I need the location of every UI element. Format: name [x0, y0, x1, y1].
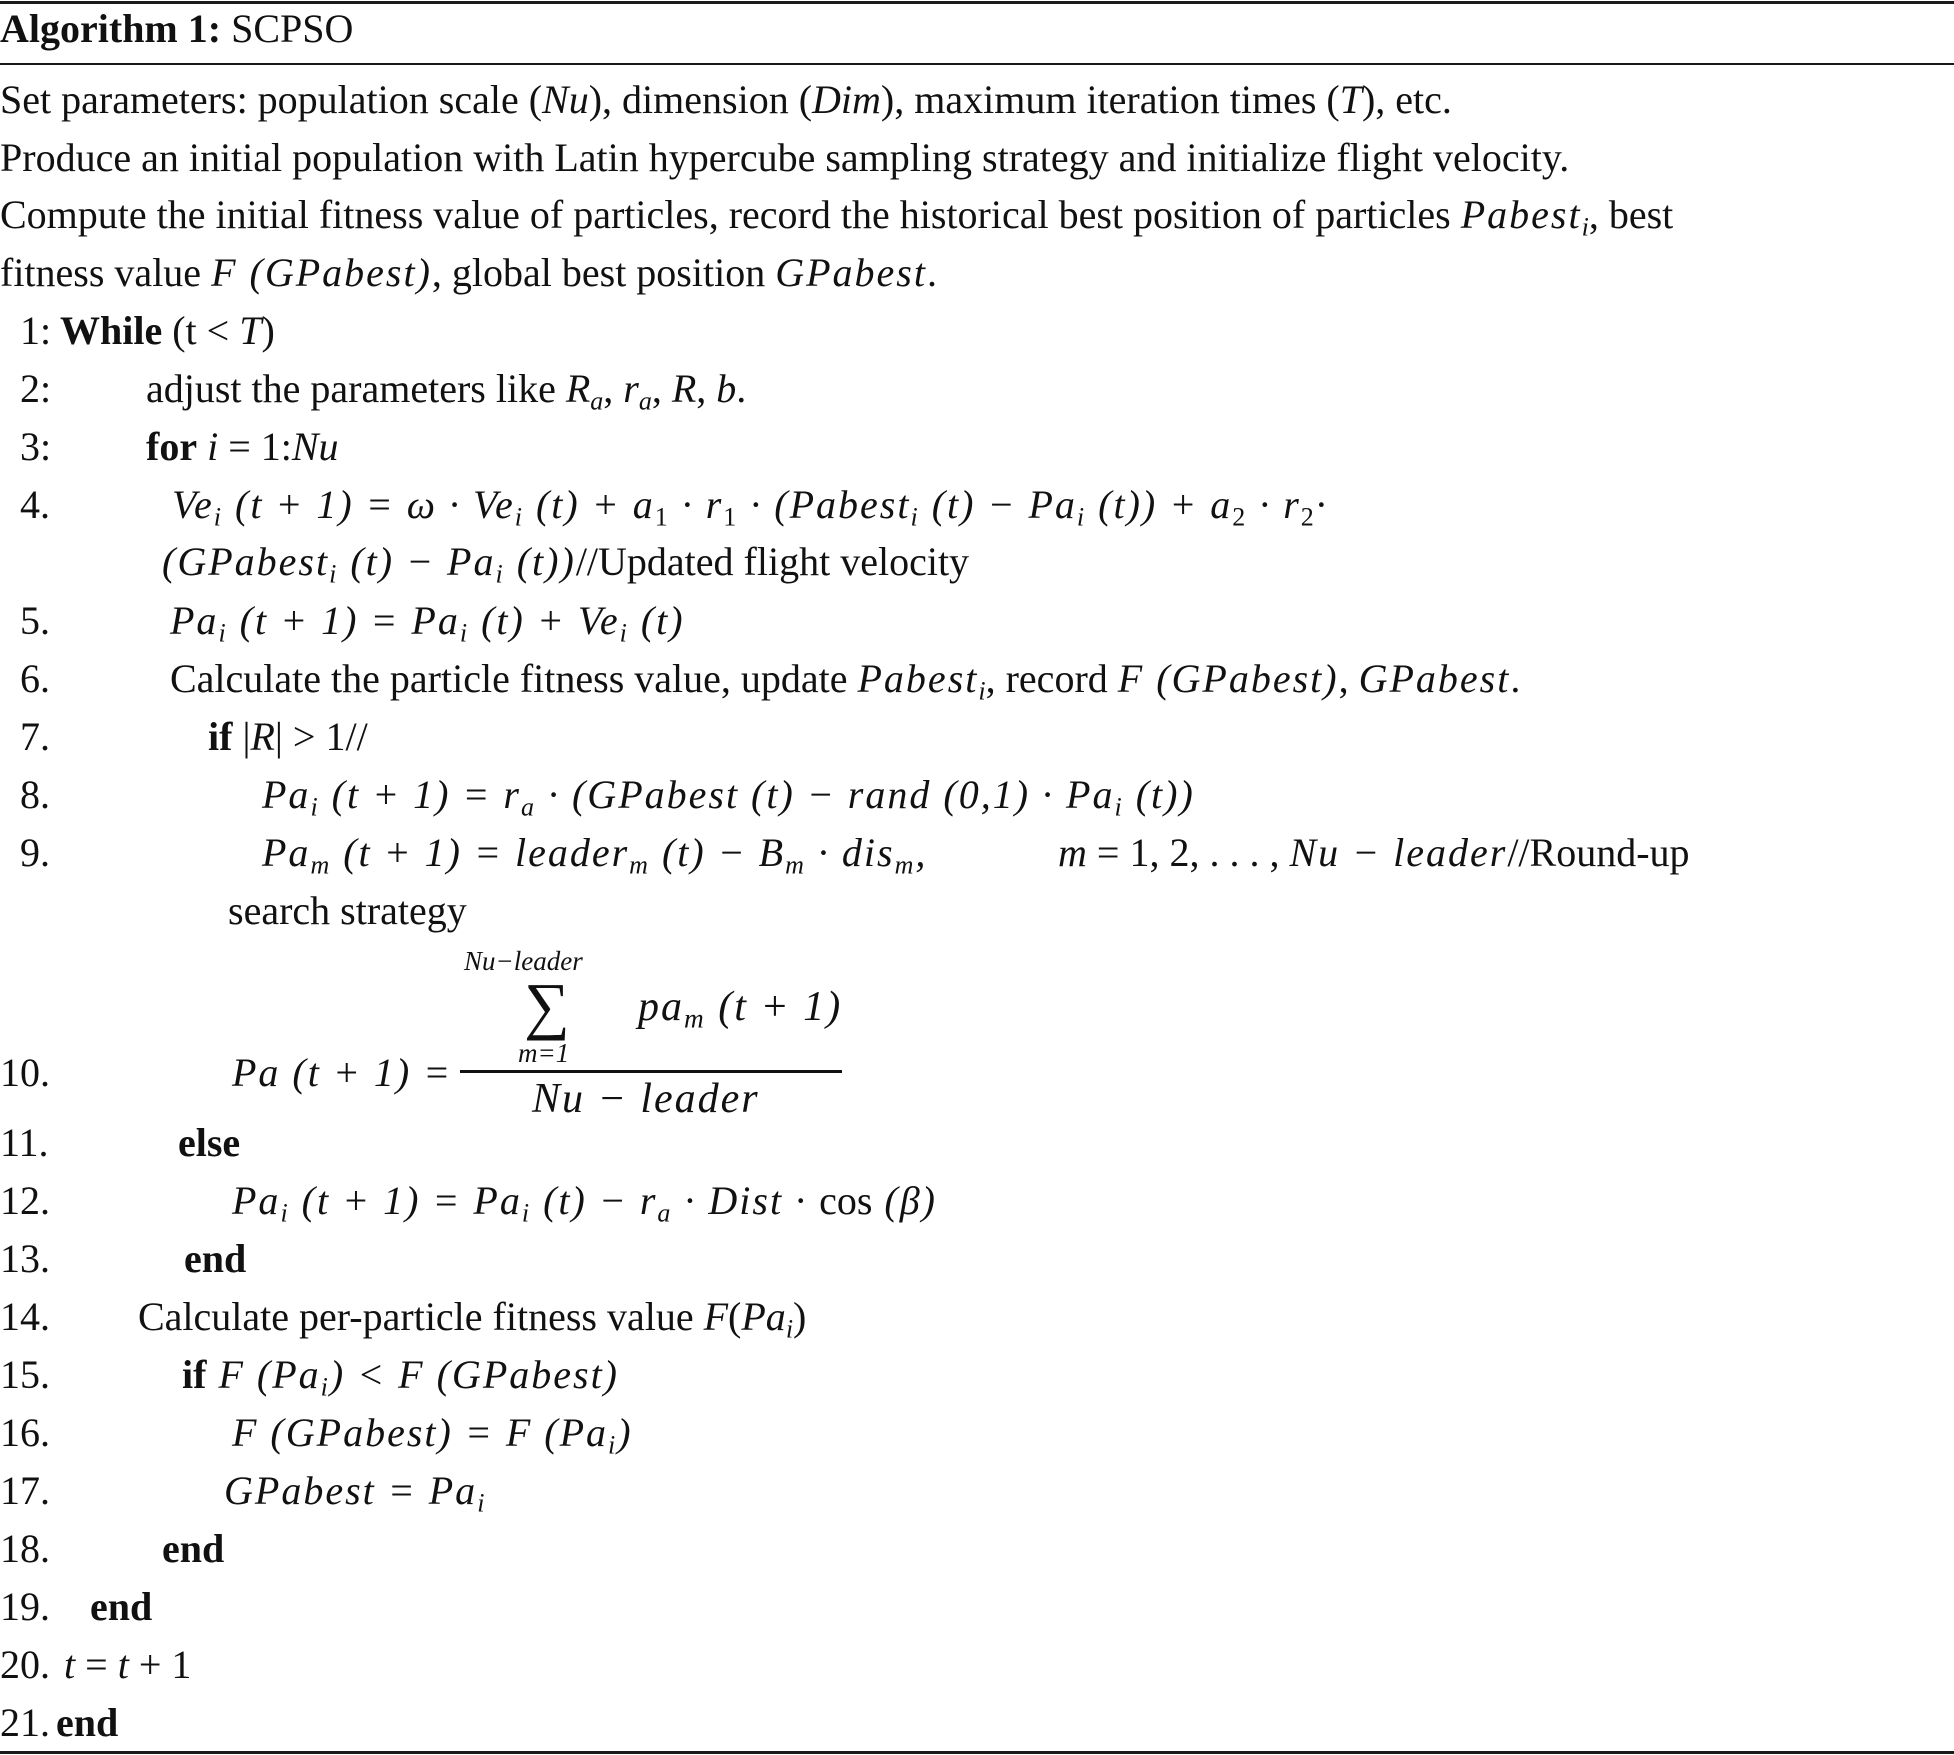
step-number: 16. [0, 1410, 50, 1455]
step-number: 19. [0, 1584, 50, 1629]
step-number: 11. [0, 1120, 49, 1165]
step-3: 3: for i = 1:Nu [0, 422, 1954, 472]
step-12: 12. $Pa_i$ $(t + 1) = Pa_i$ $(t) - r_a$ · Dist · cos (β) [0, 1178, 937, 1228]
step-20: 20. t = t + 1 [0, 1640, 1954, 1690]
step-14: 14. Calculate per-particle fitness value $F(Pa_i)$ [0, 1294, 807, 1344]
step-number: 10. [0, 1050, 50, 1095]
step-7: 7. if |R| > 1// [0, 712, 1954, 762]
step-number: 7. [20, 714, 50, 759]
step-number: 14. [0, 1294, 50, 1339]
step-number: 1: [20, 308, 52, 353]
step-9-continued: search strategy [228, 888, 467, 933]
step-17: 17. GPabest = $Pa_i$ [0, 1468, 487, 1518]
step-5: 5. $Pa_i$ $(t + 1) = Pa_i$ $(t) + Ve_i$ (t) [20, 598, 685, 648]
step-number: 18. [0, 1526, 50, 1571]
step-number: 2: [20, 366, 52, 411]
sigma-symbol: ∑ [524, 970, 570, 1041]
intro-line-1: Set parameters: population scale (Nu), dimension (Dim), maximum iteration times (T), etc. [0, 77, 1452, 122]
step-number: 17. [0, 1468, 50, 1513]
fraction-numerator: $pa_m$ (t + 1) [638, 984, 843, 1034]
step-number: 20. [0, 1642, 50, 1687]
step-6: 6. Calculate the particle fitness value, update Pabest$_i$, record F (GPabest), GPabest. [20, 656, 1521, 706]
header-rule [0, 63, 1954, 65]
step-number: 4. [20, 482, 50, 527]
bottom-rule [0, 1751, 1954, 1754]
algorithm-name: SCPSO [231, 6, 354, 51]
sum-lower-limit: m=1 [518, 1038, 570, 1068]
intro-line-4: fitness value F (GPabest), global best position GPabest. [0, 250, 937, 295]
step-9: 9. $Pa_m$ (t + 1) = leader$_m$ $(t) - B_m \cdot dis_m$, m = 1, 2, . . . , Nu − leader//Round-up [20, 830, 1690, 880]
step-11: 11. else [0, 1118, 1954, 1168]
step-4-continued: (GPabest$_i$ $(t) - Pa_i$ (t))//Updated flight velocity [162, 539, 970, 589]
step-number: 15. [0, 1352, 50, 1397]
step-number: 12. [0, 1178, 50, 1223]
step-10: 10. Pa (t + 1) = [0, 1048, 1954, 1098]
intro-line-3: Compute the initial fitness value of particles, record the historical best position of particles Pabest$_i$, best [0, 192, 1674, 242]
step-13: 13. end [0, 1234, 1954, 1284]
sum-fraction [460, 946, 842, 1128]
step-2: 2: adjust the parameters like $R_a$, $r_a$, R, b. [20, 366, 747, 416]
sum-upper-limit: Nu−leader [464, 946, 583, 976]
intro-line-2: Produce an initial population with Latin hypercube sampling strategy and initialize flight velocity. [0, 135, 1570, 180]
step-number: 9. [20, 830, 50, 875]
step-1: 1: While (t < T) [0, 306, 1954, 356]
algorithm-title [0, 4, 353, 54]
step-18: 18. end [0, 1524, 1954, 1574]
step-16: 16. F (GPabest) = F $(Pa_i)$ [0, 1410, 633, 1460]
step-number: 6. [20, 656, 50, 701]
step-number: 13. [0, 1236, 50, 1281]
step-4: 4. $Ve_i$ $(t + 1) = \omega \cdot Ve_i$ $(t) + a_1 \cdot r_1$ · (Pabest$_i$ $(t) - Pa_i$ $(t)) + a_2 \cdot r_2\cdot$ [20, 482, 1328, 532]
fraction-denominator: Nu − leader [532, 1076, 760, 1122]
fraction-bar [460, 1070, 842, 1073]
step-number: 5. [20, 598, 50, 643]
step-number: 3: [20, 424, 52, 469]
step-8: 8. $Pa_i$ $(t + 1) = r_a$ · (GPabest (t) − rand $(0,1) \cdot Pa_i$ (t)) [20, 772, 1195, 822]
step-15: 15. if F $(Pa_i) < F$ (GPabest) [0, 1352, 619, 1402]
step-21: 21. end [0, 1698, 1954, 1748]
step-number: 21. [0, 1700, 50, 1745]
step-19: 19. end [0, 1582, 1954, 1632]
step-number: 8. [20, 772, 50, 817]
algorithm-label: Algorithm 1: [0, 6, 222, 51]
